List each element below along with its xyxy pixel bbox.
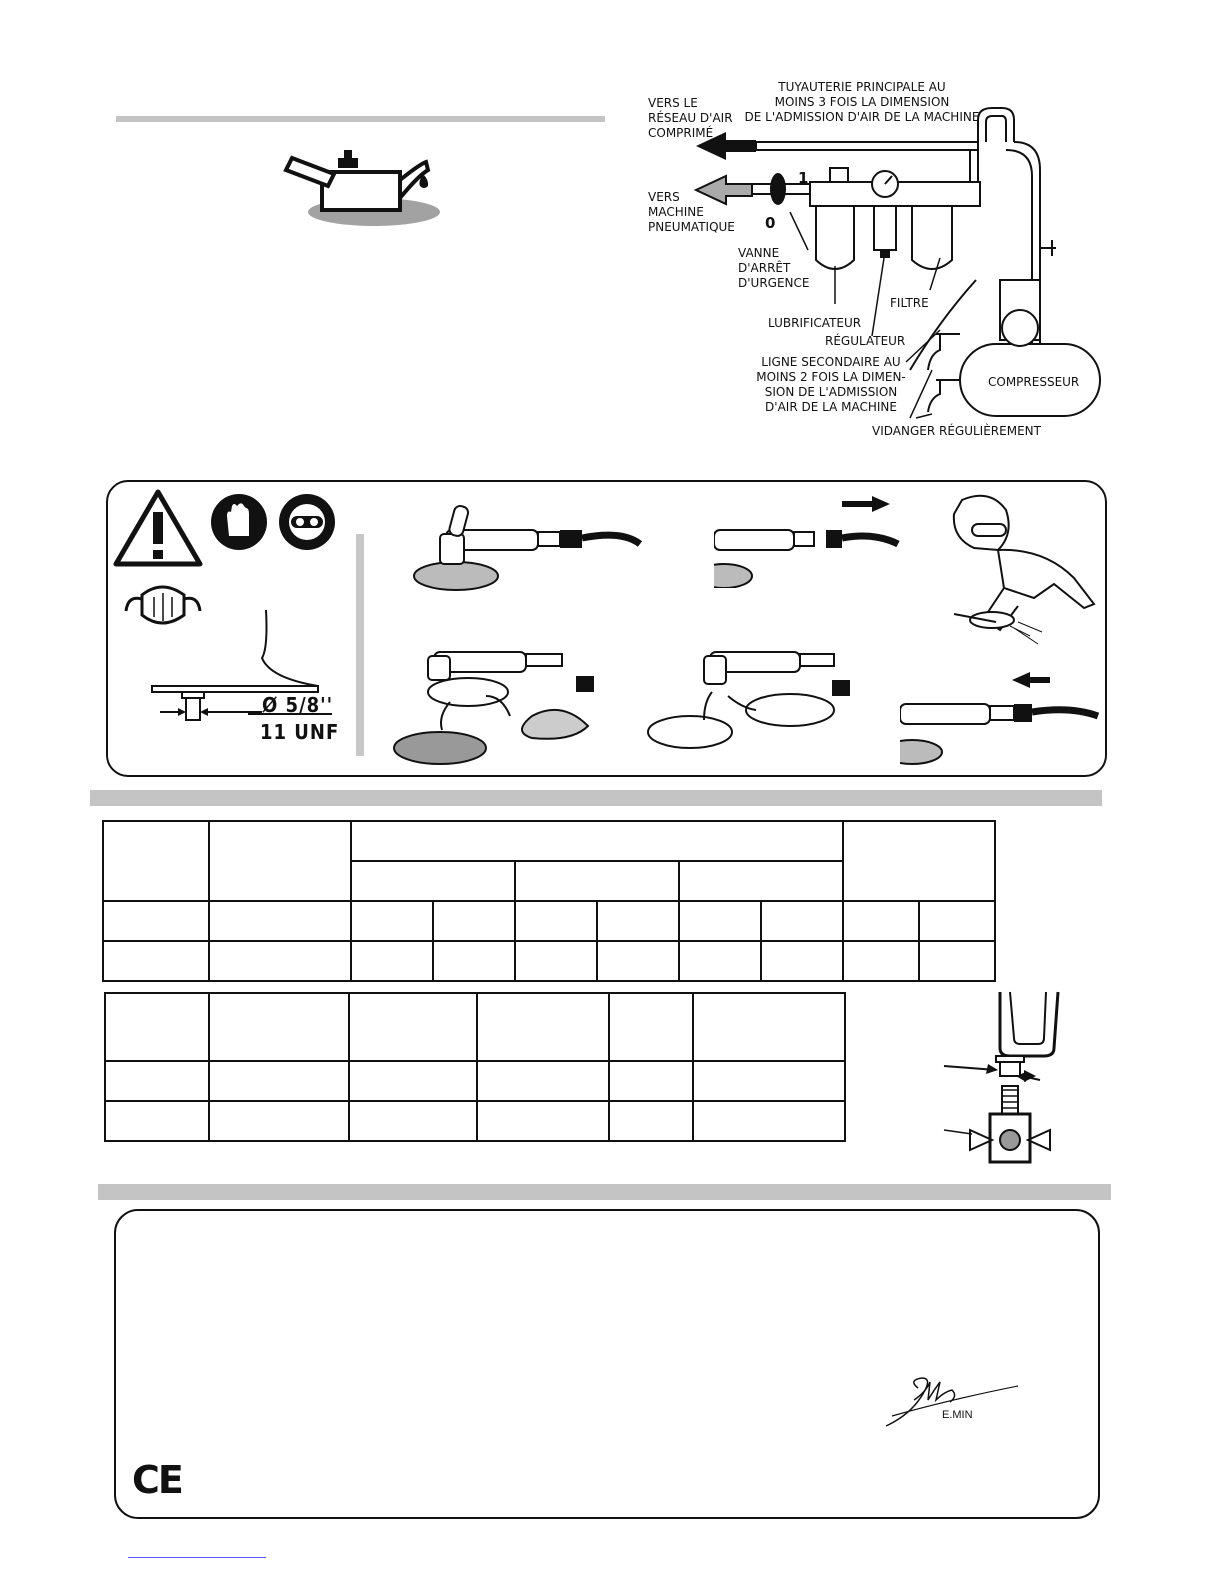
table-row — [103, 901, 995, 941]
label-filter: FILTRE — [890, 296, 929, 310]
table-cell — [679, 861, 843, 901]
hose-fitting-diagram — [940, 990, 1064, 1166]
sander-connected-illustration — [412, 500, 642, 600]
declaration-panel — [114, 1209, 1100, 1519]
goggles-required-icon — [277, 492, 337, 552]
signature-name: E.MIN — [942, 1409, 973, 1421]
pad-install-illustration — [646, 630, 876, 750]
section-rule-specs — [90, 790, 1102, 806]
label-emergency-valve: VANNE D'ARRÊT D'URGENCE — [738, 246, 810, 290]
spec-table-2 — [104, 992, 846, 1142]
sander-disconnect-illustration — [714, 488, 904, 588]
label-regulator: RÉGULATEUR — [825, 334, 906, 348]
table-cell — [209, 821, 351, 901]
sander-reconnect-illustration — [900, 664, 1100, 768]
warning-triangle-icon — [112, 488, 204, 568]
section-rule-lubrication — [116, 116, 605, 122]
table-cell — [351, 821, 843, 861]
spindle-thread: 11 UNF — [260, 720, 340, 744]
operator-sanding-illustration — [934, 488, 1100, 658]
panel-divider — [356, 534, 364, 756]
label-to-network: VERS LE RÉSEAU D'AIR COMPRIMÉ — [648, 96, 733, 140]
table-row — [105, 993, 845, 1061]
table-cell — [843, 821, 995, 901]
pad-removal-illustration — [392, 630, 622, 768]
oil-can-icon — [282, 140, 452, 230]
spindle-diameter: Ø 5/8'' — [262, 693, 334, 717]
label-compressor: COMPRESSEUR — [988, 375, 1080, 389]
label-valve-on: 1 — [798, 169, 809, 187]
gloves-required-icon — [209, 492, 269, 552]
label-to-machine: VERS MACHINE PNEUMATIQUE — [648, 190, 735, 234]
table-cell — [515, 861, 679, 901]
label-drain: VIDANGER RÉGULIÈREMENT — [872, 424, 1041, 438]
ce-mark: CE — [132, 1458, 182, 1502]
table-row — [103, 941, 995, 981]
spec-table-1 — [102, 820, 996, 982]
table-row — [105, 1061, 845, 1101]
section-rule-declaration — [98, 1184, 1111, 1200]
signature — [878, 1370, 1020, 1430]
label-valve-off: 0 — [765, 214, 776, 232]
footer-link-underline — [128, 1557, 266, 1558]
label-lubricator: LUBRIFICATEUR — [768, 316, 862, 330]
label-main-pipe: TUYAUTERIE PRINCIPALE AU MOINS 3 FOIS LA DIMENSION DE L'ADMISSION D'AIR DE LA MACHINE — [744, 80, 980, 124]
table-row — [105, 1101, 845, 1141]
table-cell — [103, 821, 209, 901]
label-secondary-line: LIGNE SECONDAIRE AU MOINS 2 FOIS LA DIMEN- SION DE L'ADMISSION D'AIR DE LA MACHINE — [756, 355, 906, 414]
table-cell — [351, 861, 515, 901]
